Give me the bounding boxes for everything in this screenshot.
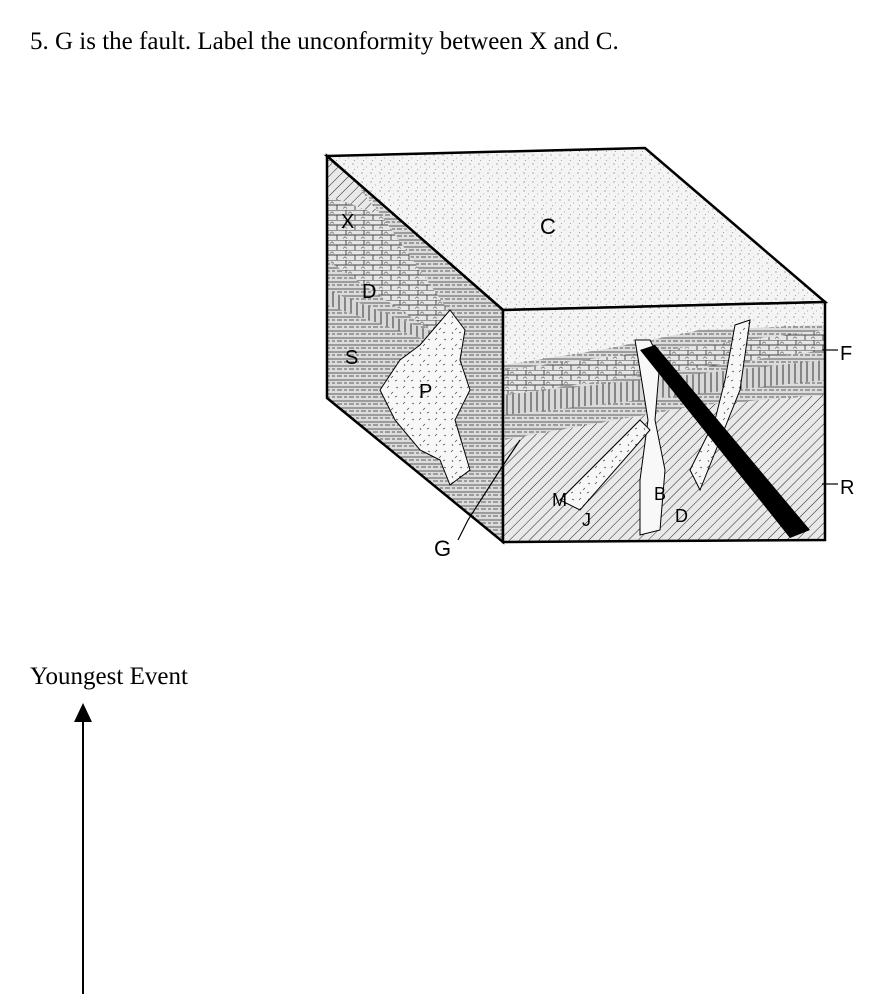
label-x: X: [341, 211, 355, 233]
question-text: 5. G is the fault. Label the unconformity between X and C.: [30, 28, 619, 55]
arrow-head: [74, 703, 92, 722]
youngest-event-label: Youngest Event: [30, 663, 188, 690]
label-s: S: [345, 347, 359, 369]
label-p: P: [419, 381, 433, 403]
label-r: R: [840, 477, 855, 499]
label-b: B: [654, 484, 667, 504]
label-c: C: [540, 214, 556, 239]
label-m: M: [552, 490, 567, 510]
label-g: G: [434, 536, 452, 561]
label-d-left: D: [362, 281, 377, 303]
label-f: F: [840, 343, 853, 365]
label-d-front: D: [675, 506, 688, 526]
label-j: J: [582, 510, 591, 530]
